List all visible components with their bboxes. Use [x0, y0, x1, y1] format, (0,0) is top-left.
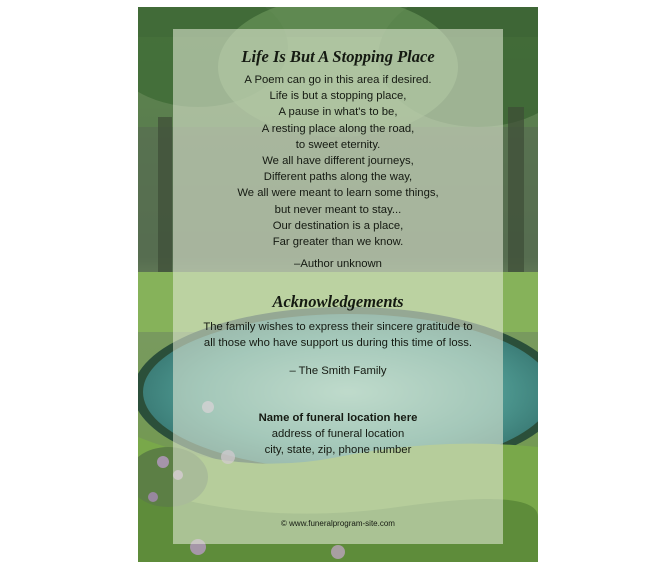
poem-line: We all were meant to learn some things, [237, 187, 439, 200]
poem-text [173, 72, 503, 250]
poem-attribution: –Author unknown [294, 258, 382, 270]
poem-line: A Poem can go in this area if desired. [244, 74, 432, 86]
poem-line: A resting place along the road, [261, 122, 415, 135]
poem-line: Different paths along the way, [263, 171, 413, 184]
poem-line: to sweet eternity. [295, 138, 381, 151]
poem-line: but never meant to stay... [274, 203, 402, 216]
poem-title: Life Is But A Stopping Place [241, 47, 435, 66]
acknowledgements-line: The family wishes to express their sincere gratitude to [203, 321, 473, 333]
funeral-location-address: address of funeral location [271, 428, 405, 440]
family-signature: – The Smith Family [289, 365, 387, 377]
acknowledgements-title: Acknowledgements [272, 292, 404, 311]
poem-line: Far greater than we know. [272, 236, 404, 249]
funeral-location-name: Name of funeral location here [258, 412, 418, 424]
website-footer: © www.funeralprogram-site.com [281, 519, 395, 528]
poem-line: Life is but a stopping place, [269, 90, 407, 103]
funeral-location-city: city, state, zip, phone number [264, 444, 412, 456]
acknowledgements-text [173, 319, 503, 351]
poem-line: A pause in what's to be, [278, 106, 398, 119]
poem-line: We all have different journeys, [262, 155, 414, 168]
acknowledgements-line: all those who have support us during this time of loss. [203, 337, 473, 350]
program-card [138, 7, 538, 562]
poem-line: Our destination is a place, [272, 219, 404, 232]
